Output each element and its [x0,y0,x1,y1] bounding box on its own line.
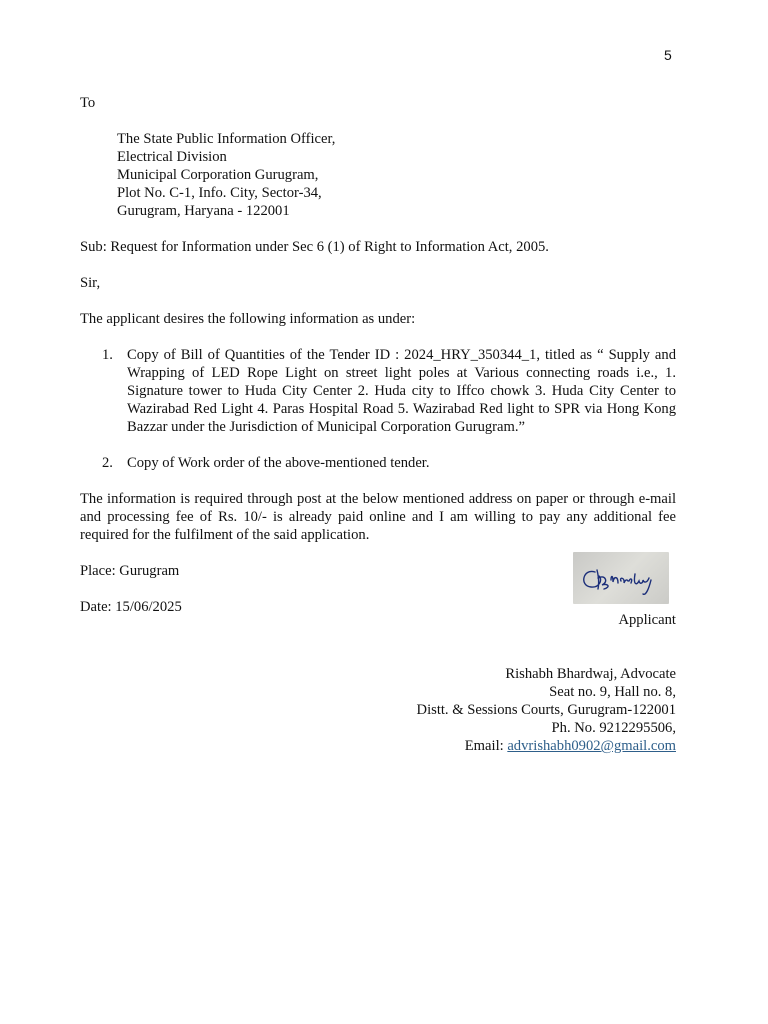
page-number: 5 [664,47,672,63]
email-link[interactable]: advrishabh0902@gmail.com [507,738,676,754]
place-date-signature [80,562,676,616]
applicant-details [80,665,676,755]
subject-line: Sub: Request for Information under Sec 6 (1) of Right to Information Act, 2005. [80,239,549,255]
list-item [80,346,676,436]
request-list [80,346,676,472]
address-line-2: Electrical Division [117,149,227,165]
signature-stroke [573,552,669,604]
applicant-name: Rishabh Bhardwaj, Advocate [505,666,676,682]
applicant-email-line [80,737,676,755]
address-line-5: Gurugram, Haryana - 122001 [117,203,290,219]
list-item-number: 1. [102,347,113,363]
address-line-1: The State Public Information Officer, [117,131,336,147]
list-item-text: Copy of Work order of the above-mentioned tender. [127,455,430,471]
closing-paragraph: The information is required through post at the below mentioned address on paper or through e-mail and processing fee of Rs. 10/- is already paid online and I am willing to pay any additional fee required for the fulfilment of the said application. [80,491,676,543]
email-label: Email: [464,738,508,754]
address-line-4: Plot No. C-1, Info. City, Sector-34, [117,185,322,201]
recipient-address [80,130,676,220]
intro-text: The applicant desires the following information as under: [80,311,416,327]
to-label: To [80,95,96,111]
list-item-text: Copy of Bill of Quantities of the Tender ID : 2024_HRY_350344_1, titled as “ Supply and Wrapping of LED Rope Light on street light poles at Various connecting roads i.e., 1. Signature tower to Huda City Center 2. Huda city to Iffco chowk 3. Huda City Center to Wazirabad Red Light 4. Paras Hospital Road 5. Wazirabad Red light to SPR via Hong Kong Bazzar under the Jurisdiction of Municipal Corporation Gurugram.” [127,347,676,435]
applicant-label: Applicant [618,612,676,628]
applicant-seat: Seat no. 9, Hall no. 8, [549,684,676,700]
signature-image [573,552,669,604]
address-line-3: Municipal Corporation Gurugram, [117,167,319,183]
letter-body [80,94,676,755]
applicant-court: Distt. & Sessions Courts, Gurugram-122001 [416,702,676,718]
date-line: Date: 15/06/2025 [80,599,182,615]
list-item [80,454,676,472]
applicant-phone: Ph. No. 9212295506, [551,720,676,736]
place-line: Place: Gurugram [80,563,180,579]
list-item-number: 2. [102,455,113,471]
greeting: Sir, [80,275,101,291]
